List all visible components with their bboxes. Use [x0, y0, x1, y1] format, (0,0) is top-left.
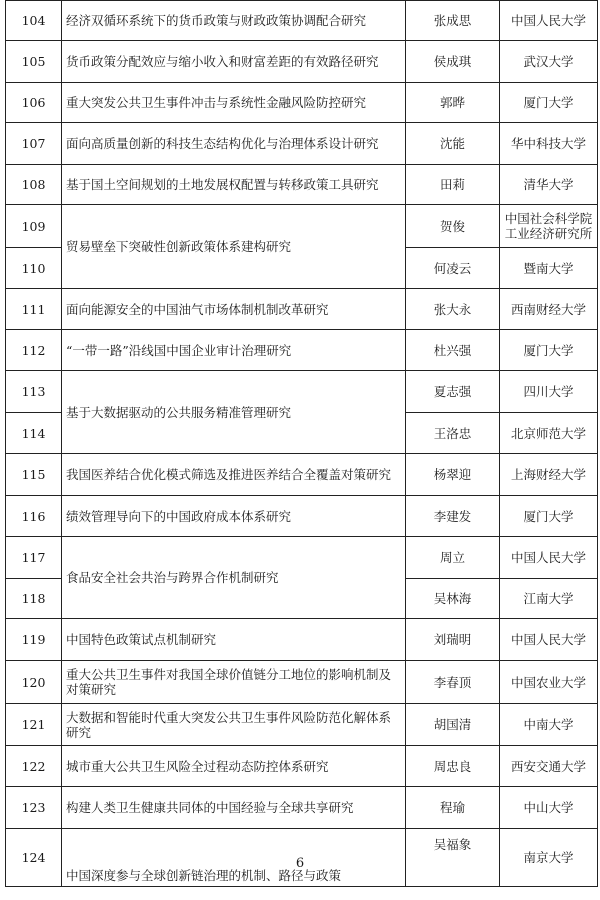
project-title: 绩效管理导向下的中国政府成本体系研究 — [62, 496, 406, 537]
project-title: 基于大数据驱动的公共服务精准管理研究 — [62, 371, 406, 454]
table-row — [6, 41, 598, 83]
project-title: 面向能源安全的中国油气市场体制机制改革研究 — [62, 289, 406, 330]
table-row — [6, 661, 598, 704]
institution: 中国人民大学 — [500, 537, 598, 579]
principal-investigator: 杜兴强 — [406, 330, 500, 371]
table-row — [6, 496, 598, 537]
project-number: 112 — [6, 330, 62, 371]
institution: 厦门大学 — [500, 496, 598, 537]
institution: 四川大学 — [500, 371, 598, 413]
institution: 西安交通大学 — [500, 746, 598, 787]
table-row — [6, 454, 598, 496]
project-title: 重大公共卫生事件对我国全球价值链分工地位的影响机制及对策研究 — [62, 661, 406, 704]
project-number: 106 — [6, 83, 62, 123]
institution: 暨南大学 — [500, 248, 598, 289]
project-title: 重大突发公共卫生事件冲击与系统性金融风险防控研究 — [62, 83, 406, 123]
project-title: 经济双循环系统下的货币政策与财政政策协调配合研究 — [62, 1, 406, 41]
institution: 江南大学 — [500, 579, 598, 619]
project-title: 我国医养结合优化模式筛选及推进医养结合全覆盖对策研究 — [62, 454, 406, 496]
institution: 中国人民大学 — [500, 1, 598, 41]
project-number: 104 — [6, 1, 62, 41]
table-row — [6, 123, 598, 165]
principal-investigator: 吴福象 — [406, 829, 500, 887]
project-number: 108 — [6, 165, 62, 205]
institution: 北京师范大学 — [500, 413, 598, 454]
principal-investigator: 杨翠迎 — [406, 454, 500, 496]
project-title: 基于国土空间规划的土地发展权配置与转移政策工具研究 — [62, 165, 406, 205]
table-row — [6, 537, 598, 579]
institution: 厦门大学 — [500, 330, 598, 371]
project-number: 116 — [6, 496, 62, 537]
table-row — [6, 787, 598, 829]
principal-investigator: 张成思 — [406, 1, 500, 41]
project-title: 中国特色政策试点机制研究 — [62, 619, 406, 661]
project-number: 118 — [6, 579, 62, 619]
institution: 清华大学 — [500, 165, 598, 205]
principal-investigator: 郭晔 — [406, 83, 500, 123]
project-title: 贸易壁垒下突破性创新政策体系建构研究 — [62, 205, 406, 289]
table-row — [6, 371, 598, 413]
principal-investigator: 夏志强 — [406, 371, 500, 413]
project-title: 城市重大公共卫生风险全过程动态防控体系研究 — [62, 746, 406, 787]
institution: 中国社会科学院工业经济研究所 — [500, 205, 598, 248]
project-title: 构建人类卫生健康共同体的中国经验与全球共享研究 — [62, 787, 406, 829]
project-title: 货币政策分配效应与缩小收入和财富差距的有效路径研究 — [62, 41, 406, 83]
principal-investigator: 胡国清 — [406, 704, 500, 746]
project-table — [5, 0, 598, 887]
institution: 华中科技大学 — [500, 123, 598, 165]
table-row — [6, 165, 598, 205]
institution: 中国农业大学 — [500, 661, 598, 704]
page-number: 6 — [295, 856, 305, 871]
principal-investigator: 张大永 — [406, 289, 500, 330]
table-row — [6, 704, 598, 746]
project-title: 食品安全社会共治与跨界合作机制研究 — [62, 537, 406, 619]
project-number: 105 — [6, 41, 62, 83]
project-title: 大数据和智能时代重大突发公共卫生事件风险防范化解体系研究 — [62, 704, 406, 746]
institution: 南京大学 — [500, 829, 598, 887]
institution: 中南大学 — [500, 704, 598, 746]
principal-investigator: 王洛忠 — [406, 413, 500, 454]
principal-investigator: 周忠良 — [406, 746, 500, 787]
principal-investigator: 吴林海 — [406, 579, 500, 619]
principal-investigator: 刘瑞明 — [406, 619, 500, 661]
institution: 上海财经大学 — [500, 454, 598, 496]
table-row — [6, 205, 598, 248]
principal-investigator: 沈能 — [406, 123, 500, 165]
table-row — [6, 330, 598, 371]
project-number: 124 — [6, 829, 62, 887]
project-number: 113 — [6, 371, 62, 413]
institution: 中山大学 — [500, 787, 598, 829]
institution: 中国人民大学 — [500, 619, 598, 661]
table-row — [6, 83, 598, 123]
institution: 西南财经大学 — [500, 289, 598, 330]
project-number: 121 — [6, 704, 62, 746]
project-title-text: 中国深度参与全球创新链治理的机制、路径与政策 — [66, 868, 342, 883]
project-number: 120 — [6, 661, 62, 704]
project-number: 123 — [6, 787, 62, 829]
principal-investigator: 周立 — [406, 537, 500, 579]
principal-investigator: 田莉 — [406, 165, 500, 205]
table-row — [6, 746, 598, 787]
table-row — [6, 619, 598, 661]
project-number: 110 — [6, 248, 62, 289]
project-title: “一带一路”沿线国中国企业审计治理研究 — [62, 330, 406, 371]
institution: 厦门大学 — [500, 83, 598, 123]
project-number: 122 — [6, 746, 62, 787]
principal-investigator: 李春顶 — [406, 661, 500, 704]
institution: 武汉大学 — [500, 41, 598, 83]
principal-investigator: 贺俊 — [406, 205, 500, 248]
project-title: 面向高质量创新的科技生态结构优化与治理体系设计研究 — [62, 123, 406, 165]
principal-investigator: 李建发 — [406, 496, 500, 537]
project-number: 111 — [6, 289, 62, 330]
project-number: 109 — [6, 205, 62, 248]
principal-investigator: 程瑜 — [406, 787, 500, 829]
principal-investigator: 侯成琪 — [406, 41, 500, 83]
project-number: 107 — [6, 123, 62, 165]
project-number: 115 — [6, 454, 62, 496]
table-row — [6, 289, 598, 330]
project-number: 114 — [6, 413, 62, 454]
principal-investigator: 何凌云 — [406, 248, 500, 289]
project-number: 119 — [6, 619, 62, 661]
project-number: 117 — [6, 537, 62, 579]
table-row — [6, 1, 598, 41]
